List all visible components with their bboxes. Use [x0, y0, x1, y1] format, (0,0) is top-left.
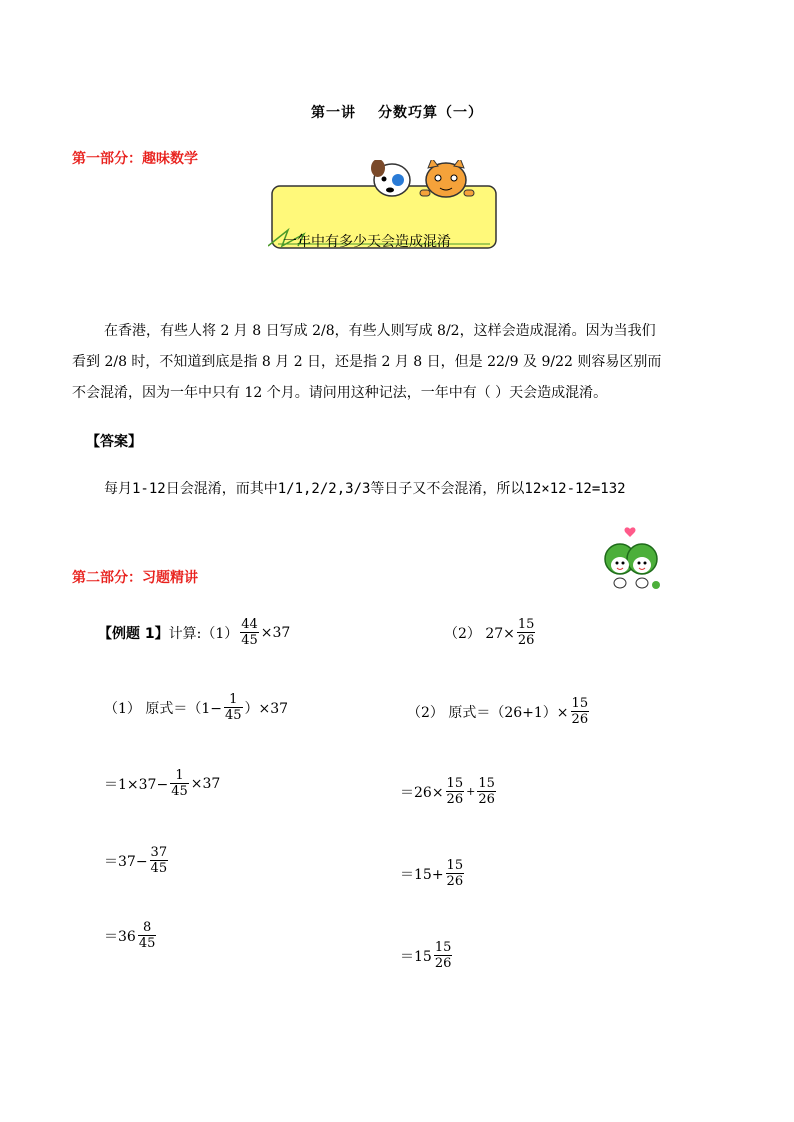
- watermelon-kids-image: [600, 525, 662, 593]
- fraction: $\frac{37}{45}$: [150, 845, 168, 876]
- page-title: [0, 102, 794, 122]
- fraction: $\frac{44}{45}$: [241, 617, 258, 648]
- example-1: 【例题 1】 计算:（1） $\frac{44}{45}$ ×37: [98, 617, 291, 648]
- solution-2-step-4: ＝15 $\frac{15}{26}$: [400, 940, 452, 971]
- fraction: $\frac{15}{26}$: [478, 776, 495, 807]
- solution-1-step-1: （1） 原式＝（1− $\frac{1}{45}$ ）×37: [104, 692, 289, 723]
- fraction: $\frac{15}{26}$: [571, 696, 589, 727]
- fraction: $\frac{15}{26}$: [517, 617, 535, 648]
- answer-text: 每月1-12日会混淆，而其中1/1,2/2,3/3等日子又不会混淆，所以12×12-12=132: [104, 481, 626, 497]
- example-1-part-2: （2） 27× $\frac{15}{26}$: [444, 617, 535, 648]
- example-label: 【例题 1】: [98, 625, 169, 642]
- example-prompt: 计算:（1）: [168, 625, 239, 642]
- fraction: $\frac{15}{26}$: [446, 776, 464, 807]
- part1-heading: 第一部分：趣味数学: [72, 151, 198, 167]
- fraction: $\frac{8}{45}$: [138, 920, 156, 951]
- problem-line-2: 看到 2/8 时，不知道到底是指 8 月 2 日，还是指 2 月 8 日，但是 22/9 及 9/22 则容易区别而: [72, 354, 662, 370]
- fraction: $\frac{1}{45}$: [225, 692, 242, 723]
- fraction: $\frac{1}{45}$: [171, 768, 188, 799]
- solution-1-step-4: ＝36 $\frac{8}{45}$: [104, 920, 156, 951]
- part2-heading: 第二部分：习题精讲: [72, 570, 198, 586]
- fraction: $\frac{15}{26}$: [434, 940, 452, 971]
- lecture-number: 第一讲: [311, 105, 356, 121]
- solution-1-step-2: ＝1×37− $\frac{1}{45}$ ×37: [104, 768, 221, 799]
- banner-caption: 一年中有多少天会造成混淆: [283, 234, 451, 250]
- problem-line-3: 不会混淆，因为一年中只有 12 个月。请问用这种记法，一年中有（ ）天会造成混淆。: [72, 385, 608, 401]
- fraction: $\frac{15}{26}$: [446, 858, 464, 889]
- solution-2-step-2: ＝26× $\frac{15}{26}$ + $\frac{15}{26}$: [400, 776, 495, 807]
- lecture-topic: 分数巧算（一）: [378, 105, 483, 121]
- solution-2-step-3: ＝15+ $\frac{15}{26}$: [400, 858, 464, 889]
- answer-label: 【答案】: [86, 434, 142, 450]
- solution-2-step-1: （2） 原式＝（26+1）× $\frac{15}{26}$: [407, 696, 589, 727]
- solution-1-step-3: ＝37− $\frac{37}{45}$: [104, 845, 168, 876]
- problem-line-1: 在香港，有些人将 2 月 8 日写成 2/8，有些人则写成 8/2，这样会造成混淆。因为当我们: [104, 323, 656, 339]
